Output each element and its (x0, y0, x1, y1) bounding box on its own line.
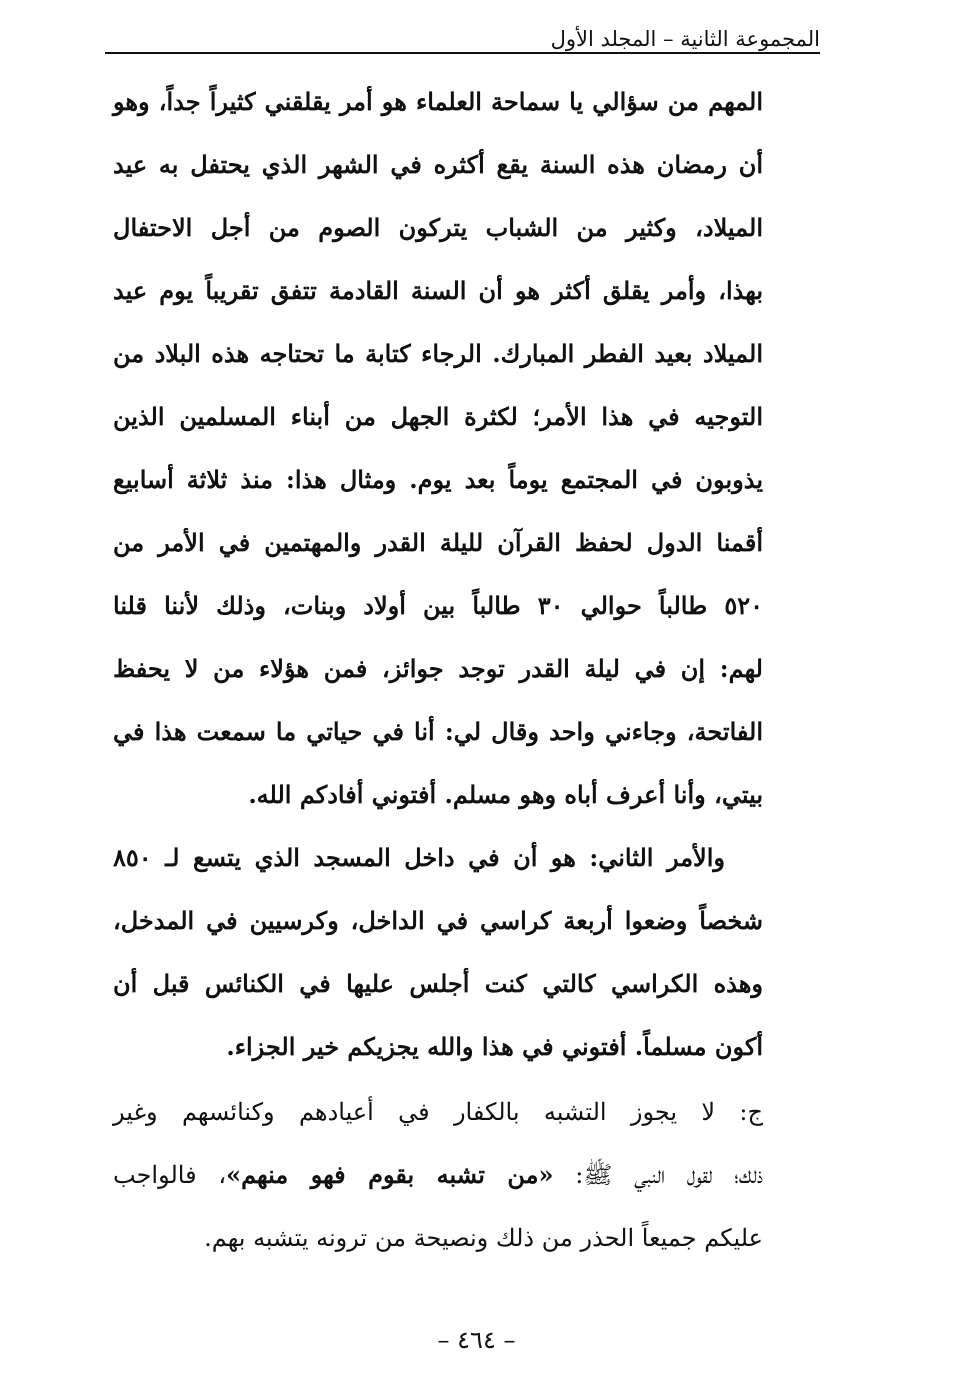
question-line: يذوبون في المجتمع يوماً بعد يوم. ومثال هذا: منذ ثلاثة أسابيع (113, 465, 763, 494)
second-question-line: أكون مسلماً. أفتوني في هذا والله يجزيكم خير الجزاء. (226, 1032, 763, 1061)
question-line: الميلاد، وكثير من الشباب يتركون الصوم من أجل الاحتفال (113, 213, 763, 242)
question-line: أن رمضان هذه السنة يقع أكثره في الشهر الذي يحتفل به عيد (113, 150, 763, 179)
answer-line (113, 1148, 763, 1202)
question-line: لهم: إن في ليلة القدر توجد جوائز، فمن هؤلاء من لا يحفظ (113, 654, 763, 683)
second-question-line: وهذه الكراسي كالتي كنت أجلس عليها في الكنائس قبل أن (113, 969, 763, 998)
question-line: ٥٢٠ طالباً حوالي ٣٠ طالباً بين أولاد وبنات، وذلك لأننا قلنا (113, 591, 763, 620)
page-number: – ٤٦٤ – (437, 1326, 516, 1354)
question-line: بيتي، وأنا أعرف أباه وهو مسلم. أفتوني أفادكم الله. (248, 780, 763, 809)
answer-text: ، فالواجب (113, 1161, 227, 1189)
second-question-line: شخصاً وضعوا أربعة كراسي في الداخل، وكرسيين في المدخل، (113, 906, 763, 935)
answer-text: ذلك؛ لقول النبي ﷺ: (553, 1161, 763, 1189)
question-line: المهم من سؤالي يا سماحة العلماء هو أمر يقلقني كثيراً جداً، وهو (113, 87, 763, 116)
running-title: المجموعة الثانية – المجلد الأول (550, 27, 820, 51)
answer-line: عليكم جميعاً الحذر من ذلك ونصيحة من ترونه يتشبه بهم. (204, 1224, 763, 1252)
question-line: الميلاد بعيد الفطر المبارك. الرجاء كتابة ما تحتاجه هذه البلاد من (113, 339, 763, 368)
hadith-quote: «من تشبه بقوم فهو منهم» (226, 1160, 554, 1189)
answer-line: ج: لا يجوز التشبه بالكفار في أعيادهم وكنائسهم وغير (113, 1098, 763, 1126)
question-line: الفاتحة، وجاءني واحد وقال لي: أنا في حياتي ما سمعت هذا في (113, 717, 763, 746)
second-question-line: والأمر الثاني: هو أن في داخل المسجد الذي يتسع لـ ٨٥٠ (113, 843, 725, 872)
question-line: بهذا، وأمر يقلق أكثر هو أن السنة القادمة تتفق تقريباً يوم عيد (113, 276, 763, 305)
question-line: أقمنا الدول لحفظ القرآن لليلة القدر والمهتمين في الأمر من (113, 528, 763, 557)
question-line: التوجيه في هذا الأمر؛ لكثرة الجهل من أبناء المسلمين الذين (113, 402, 763, 431)
